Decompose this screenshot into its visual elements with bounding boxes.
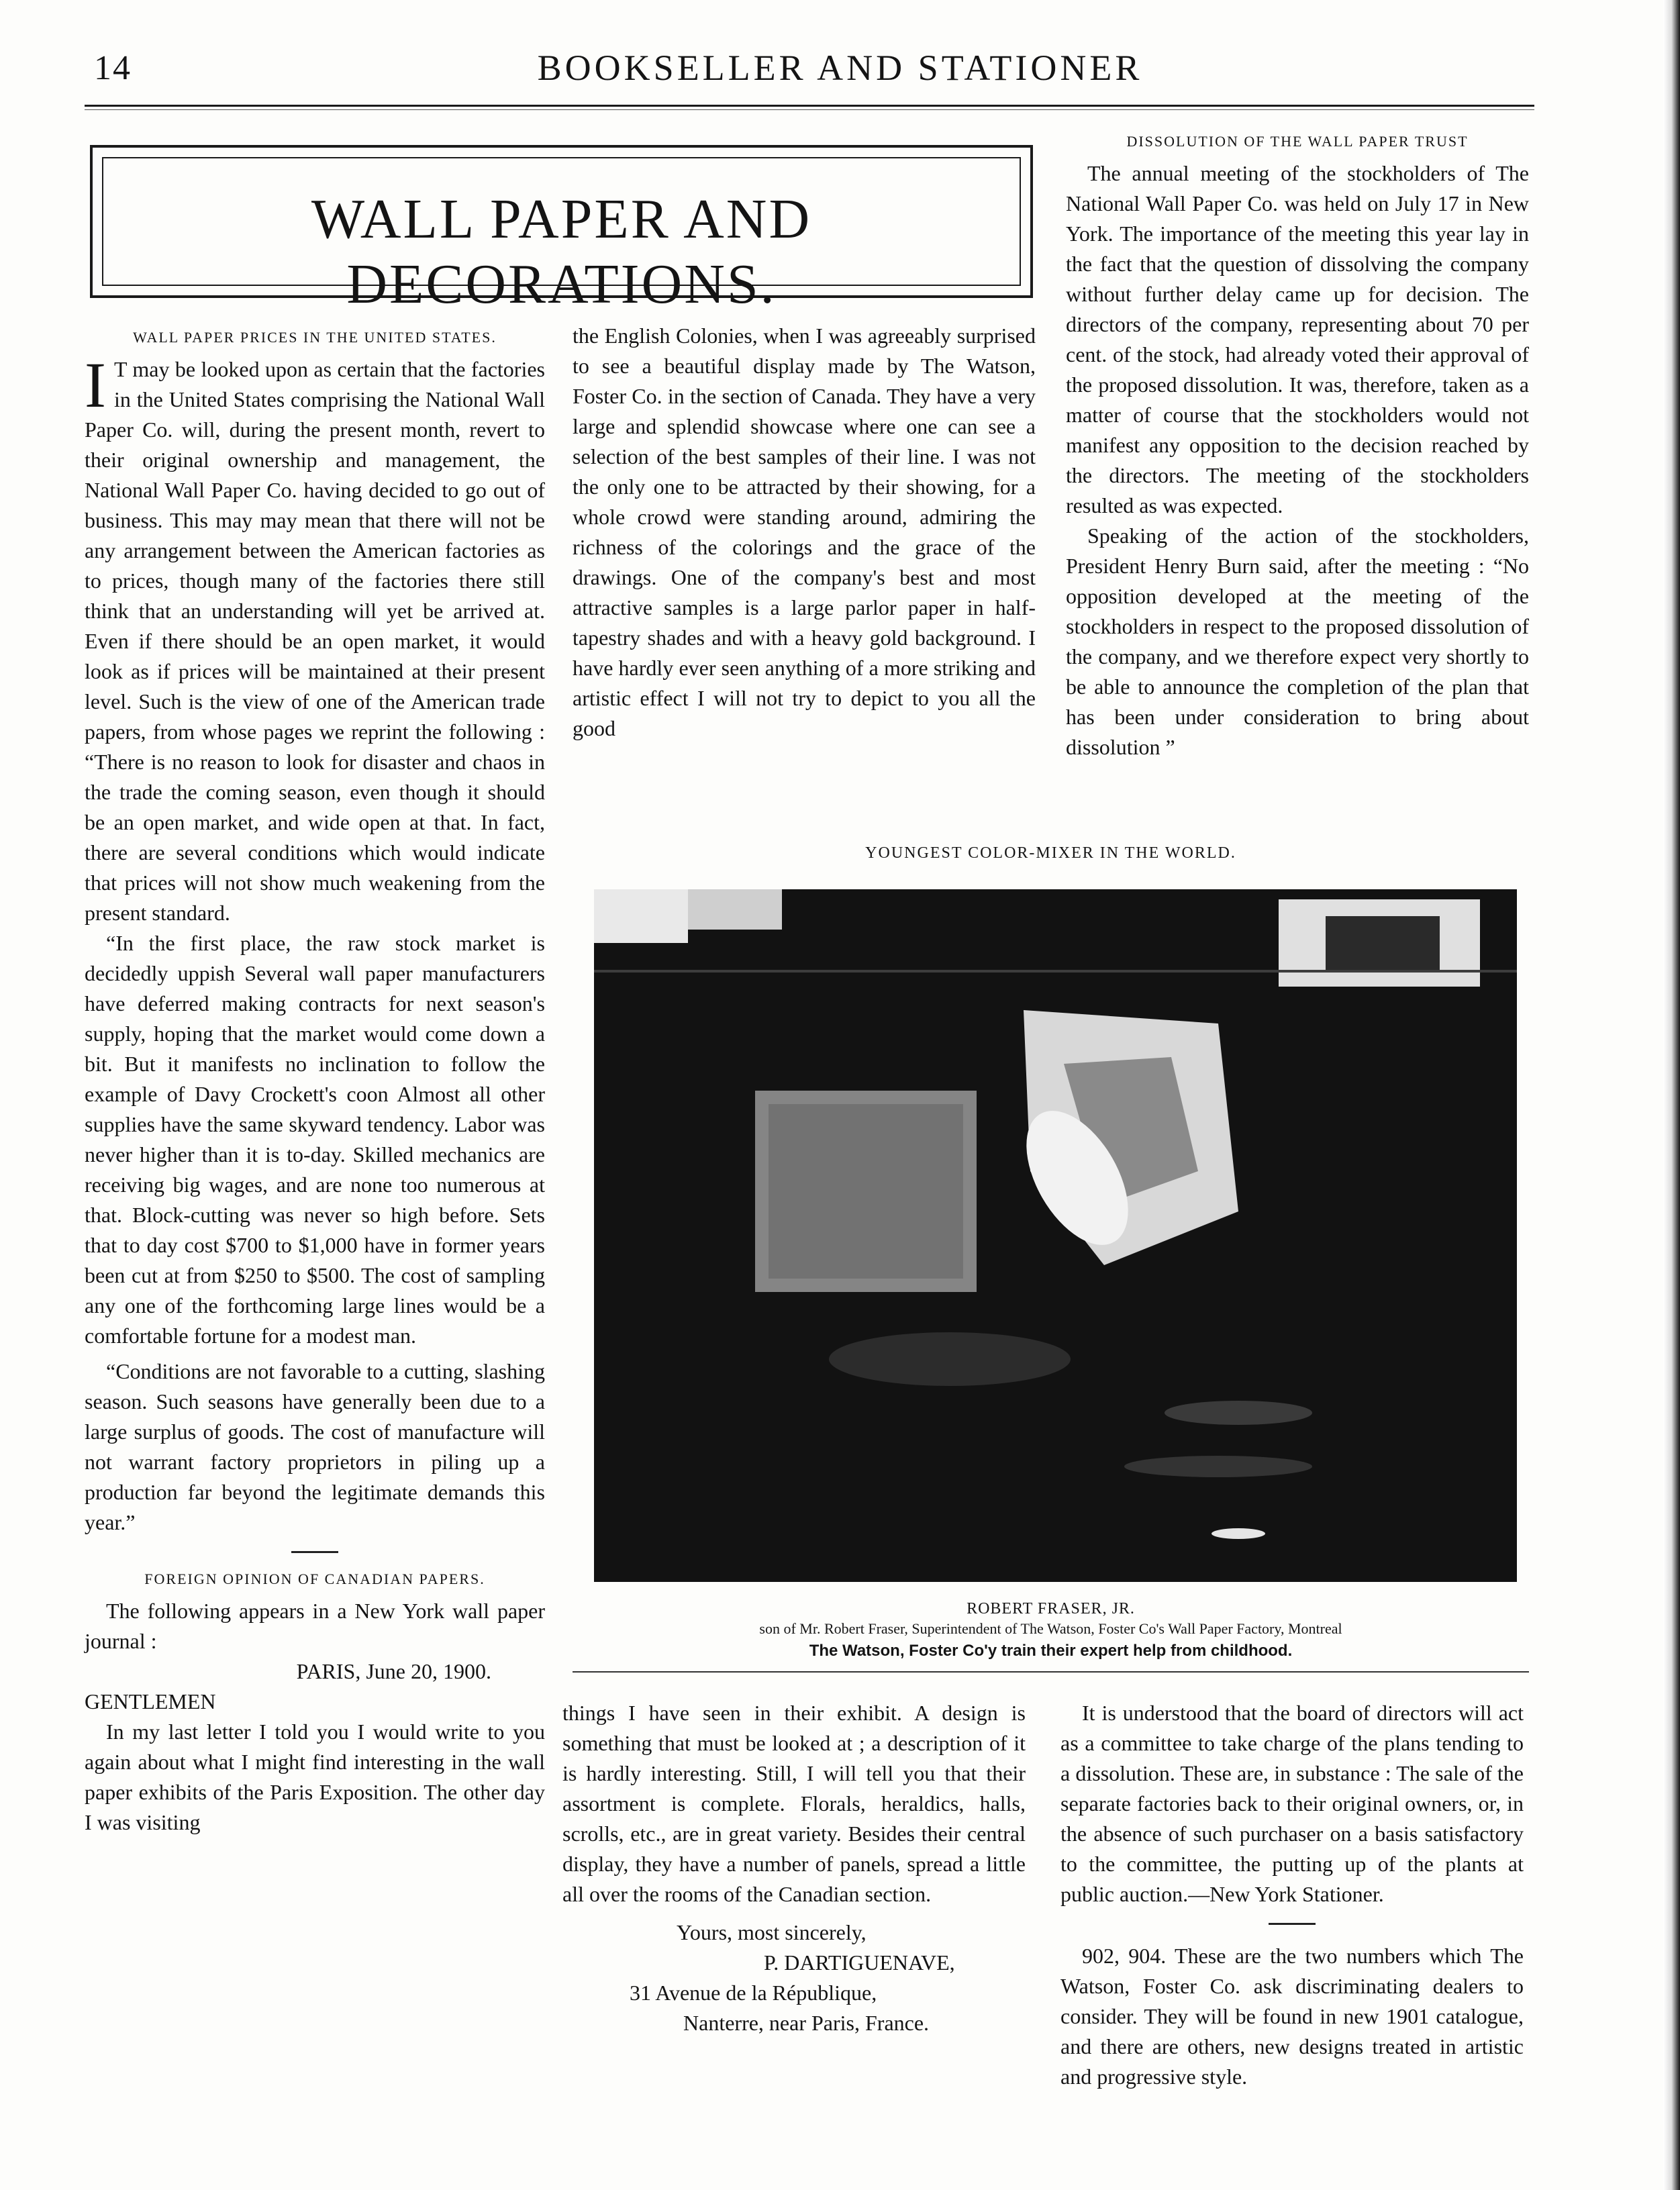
article-paragraph: Speaking of the action of the stockholders, President Henry Burn said, after the meeting : “No opposition developed at the meeting of the stockholders in respect to the proposed dissolution of the company, and we therefore expect very shortly to be able to announce the completion of the plan that has been under consideration to bring about dissolution ” [1066, 524, 1529, 759]
letter-address: 31 Avenue de la République, [630, 1981, 877, 2005]
article-paragraph: “In the first place, the raw stock market is decidedly uppish Several wall paper manufacturers have deferred making contracts for next season's supply, hoping that the market would come down a bit. But it manifests no inclination to follow the example of Davy Crockett's coon Almost all other supplies have the same skyward tendency. Labor was never higher than it is to-day. Skilled mechanics are receiving big wages, and are none too numerous at that. Block-cutting was never so high before. Sets that to day cost $700 to $1,000 have in former years been cut at from $250 to $500. The cost of sampling any one of the forthcoming large lines would be a comfortable fortune for a modest man. [85, 931, 545, 1348]
column-2 [573, 321, 1036, 744]
article-paragraph: In my last letter I told you I would write to you again about what I might find interesting in the wall paper exhibits of the Paris Exposition. The other day I was visiting [85, 1720, 545, 1834]
publication-title: BOOKSELLER AND STATIONER [537, 48, 1143, 88]
article-heading: DISSOLUTION OF THE WALL PAPER TRUST [1126, 133, 1469, 150]
article-paragraph: “Conditions are not favorable to a cutting, slashing season. Such seasons have generally been due to a large surplus of goods. The cost of manufacture will not warrant factory proprietors in piling up a production far beyond the legitimate demands this year.” [85, 1359, 545, 1534]
header-rule-thin [85, 109, 1534, 110]
page-number: 14 [94, 49, 132, 87]
photo-caption-detail: son of Mr. Robert Fraser, Superintendent of The Watson, Foster Co's Wall Paper Factory, Montreal [759, 1620, 1342, 1637]
letter-address: Nanterre, near Paris, France. [683, 2011, 930, 2035]
article-paragraph: the English Colonies, when I was agreeably surprised to see a beautiful display made by The Watson, Foster Co. in the section of Canada. They have a very large and splendid showcase where one can see a selection of the best samples of their line. I was not the only one to be attracted by their showing, for a whole crowd were standing around, admiring the richness of the colorings and the grace of the drawings. One of the company's best and most attractive samples is a large parlor paper in half-tapestry shades and with a heavy gold background. I have hardly ever seen anything of a more striking and artistic effect I will not try to depict to you all the good [573, 323, 1036, 740]
column-3 [1066, 132, 1529, 762]
header-rule [85, 105, 1534, 107]
letter-closing: Yours, most sincerely, [677, 1920, 867, 1944]
article-heading: FOREIGN OPINION OF CANADIAN PAPERS. [144, 1571, 485, 1587]
section-title: WALL PAPER AND DECORATIONS. [311, 188, 812, 315]
column-3-lower [1060, 1698, 1524, 2092]
section-banner [90, 145, 1033, 315]
page-edge-shadow [1663, 0, 1680, 2190]
photo-title: YOUNGEST COLOR-MIXER IN THE WORLD. [865, 844, 1236, 862]
photo-caption-name: ROBERT FRASER, JR. [967, 1600, 1135, 1617]
drop-cap: I [85, 349, 106, 421]
letter-salutation: GENTLEMEN [85, 1689, 216, 1713]
notice-paragraph: 902, 904. These are the two numbers which The Watson, Foster Co. ask discriminating dealers to consider. They will be found in new 1901 catalogue, and there are others, new designs treated in artistic and progressive style. [1060, 1944, 1524, 2089]
article-paragraph: It is understood that the board of directors will act as a committee to take charge of the plans tending to a dissolution. These are, in substance : The sale of the separate factories back to their original owners, or, in the absence of such purchaser on a basis satisfactory to the committee, the putting up of the plants at public auction.—New York Stationer. [1060, 1701, 1524, 1906]
article-paragraph: The following appears in a New York wall paper journal : [85, 1599, 545, 1653]
column-1 [85, 328, 545, 1838]
photo-illustration [594, 889, 1517, 1582]
article-paragraph: things I have seen in their exhibit. A design is something that must be looked at ; a description of it is hardly interesting. Still, I will tell you that their assortment is complete. Florals, heraldics, halls, scrolls, etc., are in great variety. Besides their central display, they have a number of panels, spread a little all over the rooms of the Canadian section. [562, 1701, 1026, 1906]
halftone-photo [594, 889, 1517, 1582]
article-paragraph: The annual meeting of the stockholders of The National Wall Paper Co. was held on July 17 in New York. The importance of the meeting this year lay in the fact that the question of dissolving the company without further delay came up for decision. The directors of the company, representing about 70 per cent. of the stock, had already voted their approval of the proposed dissolution. It was, therefore, taken as a matter of course that the stockholders would not manifest any opposition to the decision reached by the directors. The meeting of the stockholders resulted as was expected. [1066, 161, 1529, 517]
letter-signature: P. DARTIGUENAVE, [764, 1950, 955, 1975]
article-heading: WALL PAPER PRICES IN THE UNITED STATES. [133, 329, 497, 346]
column-2-lower [562, 1698, 1026, 2038]
separator-rule [1269, 1923, 1316, 1925]
paragraph-text: T may be looked upon as certain that the factories in the United States comprising the National Wall Paper Co. will, during the present month, revert to their original ownership and management, the National Wall Paper Co. having decided to go out of business. This may may mean that there will not be any arrangement between the American factories as to prices, though many of the factories there still think that an understanding will yet be arrived at. Even if there should be an open market, it would look as if prices will be maintained at their present level. Such is the view of one of the American trade papers, from whose pages we reprint the following : “There is no reason to look for disaster and chaos in the trade the coming season, even though it should be an open market, and wide open at that. In fact, there are several conditions which would indicate that prices will not show much weakening from the present standard. [85, 357, 545, 925]
article-paragraph [85, 349, 545, 928]
letter-dateline: PARIS, June 20, 1900. [296, 1659, 491, 1683]
separator-rule [291, 1551, 338, 1553]
photo-caption-tagline: The Watson, Foster Co'y train their expert help from childhood. [809, 1642, 1293, 1660]
section-rule [573, 1671, 1529, 1673]
